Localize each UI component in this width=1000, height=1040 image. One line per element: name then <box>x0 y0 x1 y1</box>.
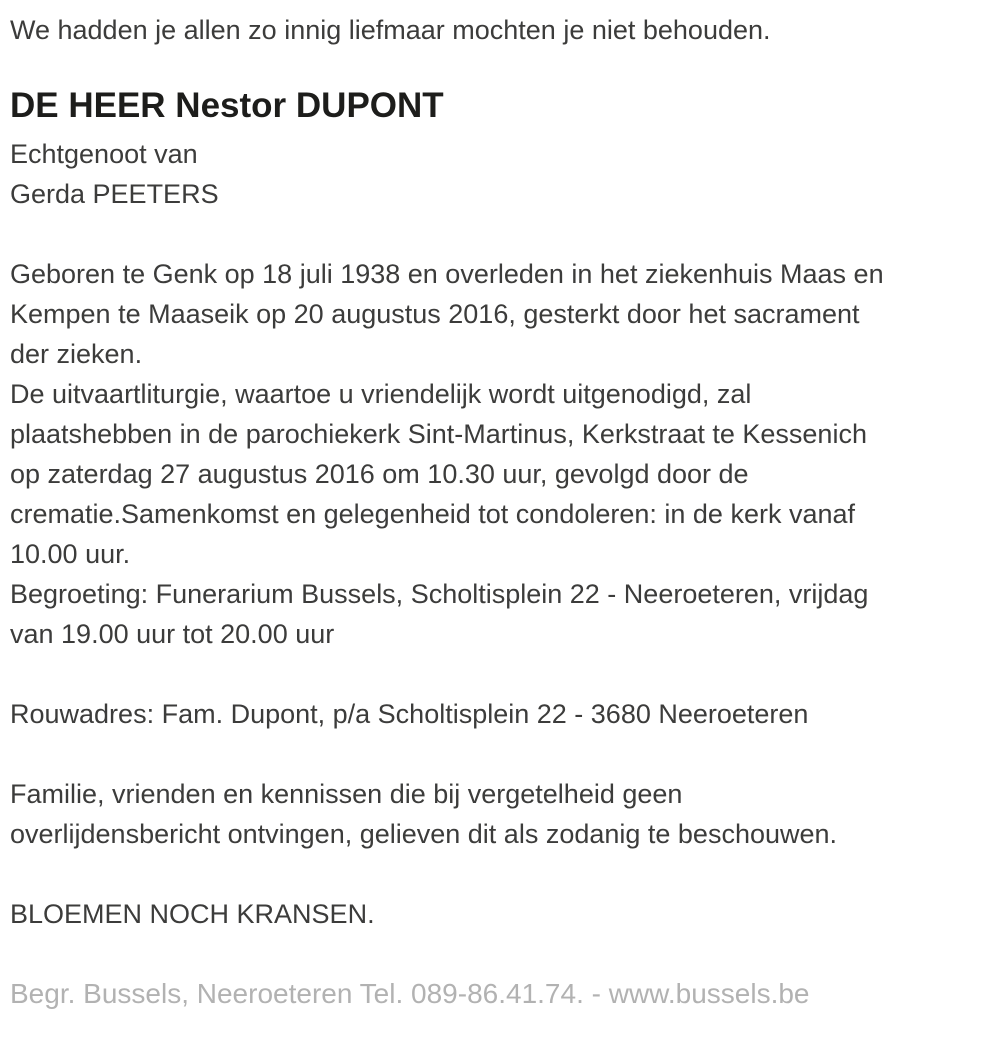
notification-line: Familie, vrienden en kennissen die bij vergetelheid geen <box>10 779 683 809</box>
funeral-home-footer: Begr. Bussels, Neeroeteren Tel. 089-86.41.74. - www.bussels.be <box>10 978 810 1009</box>
mourning-address: Rouwadres: Fam. Dupont, p/a Scholtisplein 22 - 3680 Neeroeteren <box>10 699 809 729</box>
body-line: crematie.Samenkomst en gelegenheid tot condoleren: in de kerk vanaf <box>10 499 856 529</box>
body-line: 10.00 uur. <box>10 539 131 569</box>
deceased-name-title: DE HEER Nestor DUPONT <box>10 86 444 125</box>
intro-line: We hadden je allen zo innig liefmaar mochten je niet behouden. <box>10 15 771 45</box>
no-flowers-note: BLOEMEN NOCH KRANSEN. <box>10 899 375 929</box>
death-notice <box>0 10 1000 1014</box>
notice-body <box>10 254 990 654</box>
spouse-name: Gerda PEETERS <box>10 179 219 209</box>
relation-label: Echtgenoot van <box>10 139 198 169</box>
body-line: Kempen te Maaseik op 20 augustus 2016, gesterkt door het sacrament <box>10 299 860 329</box>
body-line: Begroeting: Funerarium Bussels, Scholtisplein 22 - Neeroeteren, vrijdag <box>10 579 869 609</box>
body-line: plaatshebben in de parochiekerk Sint-Martinus, Kerkstraat te Kessenich <box>10 419 867 449</box>
notification-block <box>10 774 990 854</box>
body-line: De uitvaartliturgie, waartoe u vriendelijk wordt uitgenodigd, zal <box>10 379 752 409</box>
notification-line: overlijdensbericht ontvingen, gelieven dit als zodanig te beschouwen. <box>10 819 838 849</box>
body-line: van 19.00 uur tot 20.00 uur <box>10 619 335 649</box>
body-line: Geboren te Genk op 18 juli 1938 en overleden in het ziekenhuis Maas en <box>10 259 884 289</box>
body-line: der zieken. <box>10 339 143 369</box>
relation-block <box>10 134 990 214</box>
body-line: op zaterdag 27 augustus 2016 om 10.30 uur, gevolgd door de <box>10 459 749 489</box>
